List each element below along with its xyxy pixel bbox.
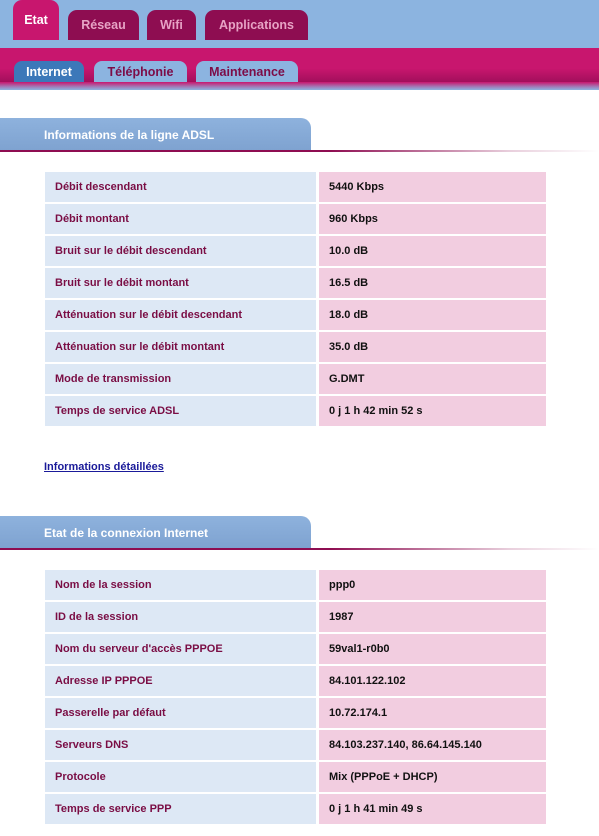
row-label: Atténuation sur le débit montant [45,332,316,362]
row-value: 0 j 1 h 42 min 52 s [319,396,546,426]
section-divider-internet [0,548,599,550]
row-label: Serveurs DNS [45,730,316,760]
section-title-internet: Etat de la connexion Internet [0,516,311,549]
table-row [45,602,546,632]
section-divider-adsl [0,150,599,152]
row-value: 5440 Kbps [319,172,546,202]
table-row [45,204,546,234]
subtab-internet[interactable]: Internet [14,61,84,82]
tab-band-fade [0,82,599,90]
row-label: Débit descendant [45,172,316,202]
table-row [45,634,546,664]
row-label: Bruit sur le débit descendant [45,236,316,266]
details-link[interactable]: Informations détaillées [44,461,164,473]
row-value: 1987 [319,602,546,632]
row-value: 35.0 dB [319,332,546,362]
table-row [45,762,546,792]
row-value: 10.0 dB [319,236,546,266]
section-title-adsl: Informations de la ligne ADSL [0,118,311,151]
tab-etat[interactable]: Etat [13,0,59,40]
row-label: Débit montant [45,204,316,234]
row-label: Nom du serveur d'accès PPPOE [45,634,316,664]
row-label: Mode de transmission [45,364,316,394]
row-label: Adresse IP PPPOE [45,666,316,696]
row-value: 16.5 dB [319,268,546,298]
table-row [45,396,546,426]
row-value: 18.0 dB [319,300,546,330]
row-label: Bruit sur le débit montant [45,268,316,298]
row-value: 84.103.237.140, 86.64.145.140 [319,730,546,760]
row-value: G.DMT [319,364,546,394]
row-value: ppp0 [319,570,546,600]
table-row [45,570,546,600]
table-row [45,730,546,760]
row-value: Mix (PPPoE + DHCP) [319,762,546,792]
table-row [45,172,546,202]
subtab-maintenance[interactable]: Maintenance [196,61,298,82]
row-label: Atténuation sur le débit descendant [45,300,316,330]
table-row [45,332,546,362]
row-label: Passerelle par défaut [45,698,316,728]
table-row [45,794,546,824]
row-value: 0 j 1 h 41 min 49 s [319,794,546,824]
row-label: ID de la session [45,602,316,632]
table-row [45,300,546,330]
subtab-telephonie[interactable]: Téléphonie [94,61,187,82]
table-row [45,666,546,696]
row-value: 10.72.174.1 [319,698,546,728]
table-row [45,698,546,728]
row-label: Nom de la session [45,570,316,600]
table-row [45,364,546,394]
tab-applications[interactable]: Applications [205,10,308,40]
row-label: Temps de service PPP [45,794,316,824]
table-row [45,268,546,298]
tab-reseau[interactable]: Réseau [68,10,139,40]
row-value: 960 Kbps [319,204,546,234]
tab-band [0,48,599,82]
tab-wifi[interactable]: Wifi [147,10,196,40]
row-value: 84.101.122.102 [319,666,546,696]
row-label: Protocole [45,762,316,792]
row-label: Temps de service ADSL [45,396,316,426]
row-value: 59val1-r0b0 [319,634,546,664]
table-row [45,236,546,266]
